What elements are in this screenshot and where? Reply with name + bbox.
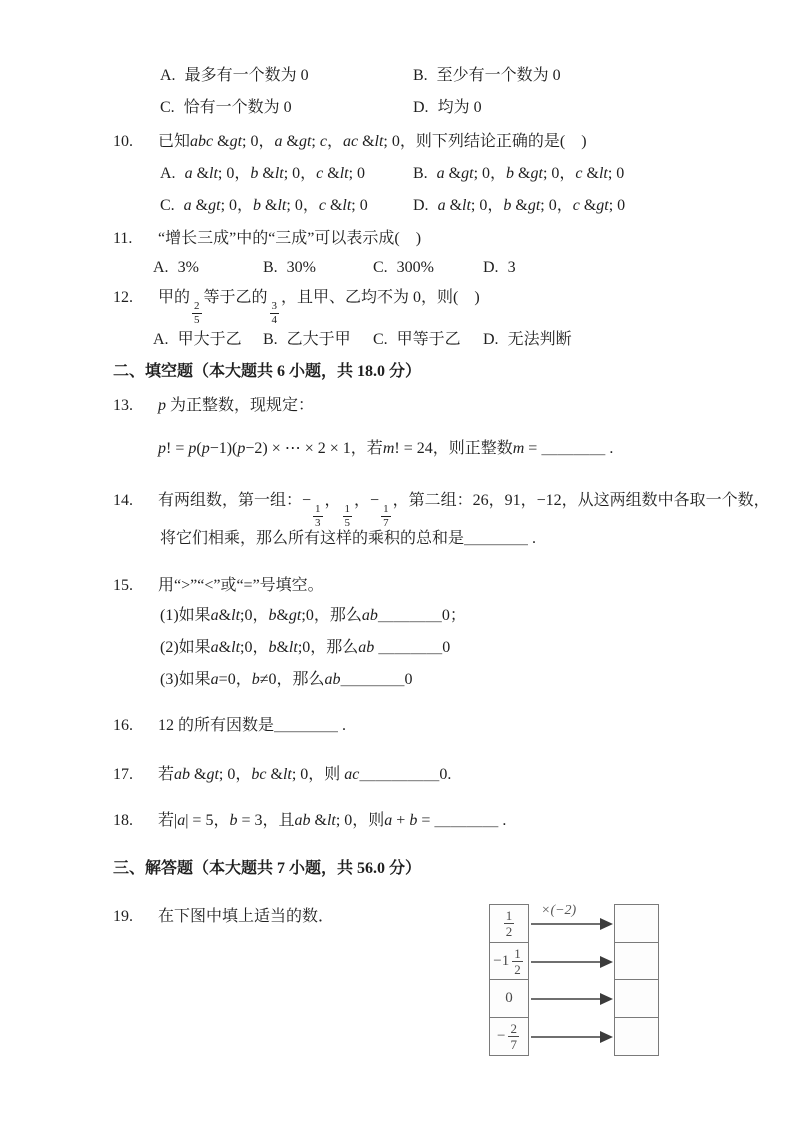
question-stem: p 为正整数，现规定：: [158, 397, 315, 414]
sub-question-text: (2)如果a&lt;0，b&lt;0，那么ab ＿＿＿＿0: [160, 639, 451, 656]
stem-text: 等于乙的: [203, 289, 268, 306]
question-text: 将它们相乘，那么所有这样的乘积的总和是＿＿＿＿ .: [160, 530, 537, 547]
question-number: 17.: [113, 766, 133, 783]
question-number: 14.: [113, 492, 133, 509]
question-text: 在下图中填上适当的数．: [158, 908, 335, 925]
section-title: 三、解答题（本大题共 7 小题，共 56.0 分）: [113, 860, 422, 877]
option-label: C.: [373, 331, 388, 348]
option-text: a &gt; 0，b &lt; 0，c &lt; 0: [183, 197, 368, 214]
option-11-d: [483, 257, 516, 279]
question-11-options-row: [0, 257, 794, 281]
arrow-3: [531, 998, 601, 1000]
sub-question-text: (3)如果a=0，b≠0，那么ab＿＿＿＿0: [160, 671, 413, 688]
stem-text: ，: [324, 492, 341, 509]
option-12-d: [483, 329, 572, 351]
option-11-a: [153, 257, 199, 279]
stem-text: 甲的: [158, 289, 191, 306]
option-text: 甲大于乙: [177, 331, 242, 348]
question-19-diagram: [489, 904, 659, 1064]
question-number: 16.: [113, 717, 133, 734]
option-11-b: [263, 257, 316, 279]
option-12-c: [373, 329, 461, 351]
option-label: D.: [413, 197, 429, 214]
question-17-row: [0, 764, 794, 788]
option-label: D.: [413, 99, 429, 116]
option-9-d: [413, 97, 482, 119]
option-label: D.: [483, 331, 499, 348]
question-10-stem-row: [0, 131, 794, 155]
question-15-item-1: [0, 605, 794, 629]
option-10-c: [160, 195, 368, 217]
question-stem: [158, 490, 770, 529]
option-label: B.: [263, 331, 278, 348]
question-15-stem-row: [0, 575, 794, 599]
option-12-a: [153, 329, 242, 351]
mixed-number-sign: −1: [493, 952, 510, 969]
option-text: 无法判断: [507, 331, 572, 348]
option-10-b: [413, 163, 624, 185]
option-text: a &lt; 0，b &gt; 0，c &gt; 0: [437, 197, 626, 214]
option-10-a: [160, 163, 365, 185]
question-12-options-row: [0, 329, 794, 353]
option-label: B.: [413, 67, 428, 84]
fraction-2-7: $\frac{2}{7}$: [510, 1020, 517, 1052]
question-10-options-row-1: [0, 163, 794, 187]
option-text: 恰有一个数为 0: [183, 99, 292, 116]
option-label: A.: [160, 67, 176, 84]
question-stem: “增长三成”中的“三成”可以表示成( ): [158, 230, 422, 247]
question-11-stem-row: [0, 228, 794, 252]
option-label: C.: [160, 197, 175, 214]
fraction-1-3: $\frac{1}{3}$: [315, 503, 321, 529]
question-number: 11.: [113, 230, 133, 247]
question-15-item-3: [0, 669, 794, 693]
question-16-row: [0, 715, 794, 739]
option-text: 3%: [177, 259, 199, 276]
section-3-header-row: [0, 858, 794, 882]
question-14-row-1: [0, 490, 794, 529]
output-box-2: [614, 942, 659, 981]
stem-text: 有两组数，第一组：−: [158, 492, 312, 509]
formula-text: p! = p(p−1)(p−2) × ⋯ × 2 × 1，若m! = 24，则正整数m = ＿＿＿＿ .: [158, 440, 614, 457]
arrow-2: [531, 961, 601, 963]
option-9-b: [413, 65, 561, 87]
question-number: 15.: [113, 577, 133, 594]
question-12-stem-row: [0, 287, 794, 326]
option-text: a &gt; 0，b &gt; 0，c &lt; 0: [436, 165, 625, 182]
arrow-4: [531, 1036, 601, 1038]
option-text: 30%: [286, 259, 316, 276]
option-label: A.: [153, 331, 169, 348]
option-text: a &lt; 0，b &lt; 0，c &lt; 0: [184, 165, 366, 182]
question-number: 13.: [113, 397, 133, 414]
input-box-2: [489, 942, 529, 981]
option-text: 均为 0: [437, 99, 482, 116]
fraction-1-5: $\frac{1}{5}$: [344, 503, 351, 529]
option-label: A.: [153, 259, 169, 276]
question-stem: [158, 287, 480, 326]
output-box-3: [614, 979, 659, 1018]
option-label: C.: [160, 99, 175, 116]
stem-text: ，第二组：26，91，−12，从这两组数中各取一个数，: [392, 492, 770, 509]
fraction-3-4: $\frac{3}{4}$: [271, 300, 278, 326]
input-box-1: [489, 904, 529, 943]
option-text: 300%: [396, 259, 434, 276]
question-19-row: [0, 906, 794, 930]
question-text: 12 的所有因数是＿＿＿＿ .: [158, 717, 347, 734]
fraction-2-5: $\frac{2}{5}$: [194, 300, 200, 326]
option-11-c: [373, 257, 434, 279]
option-9-c: [160, 97, 292, 119]
fraction-1-2: $\frac{1}{2}$: [514, 945, 521, 977]
question-stem: 已知abc &gt; 0，a &gt; c，ac &lt; 0，则下列结论正确的是( ): [158, 133, 587, 150]
question-number: 10.: [113, 133, 133, 150]
question-9-options-row-2: [0, 97, 794, 121]
option-10-d: [413, 195, 625, 217]
question-text: 若ab &gt; 0，bc &lt; 0，则 ac＿＿＿＿＿0.: [158, 766, 452, 783]
question-number: 12.: [113, 289, 133, 306]
option-label: D.: [483, 259, 499, 276]
question-18-row: [0, 810, 794, 834]
option-text: 乙大于甲: [286, 331, 351, 348]
option-label: B.: [413, 165, 428, 182]
question-13-row-1: [0, 395, 794, 419]
question-10-options-row-2: [0, 195, 794, 219]
question-number: 18.: [113, 812, 133, 829]
arrow-1: [531, 923, 601, 925]
input-box-4: [489, 1017, 529, 1056]
option-text: 至少有一个数为 0: [436, 67, 561, 84]
number-zero: 0: [505, 990, 513, 1006]
option-label: C.: [373, 259, 388, 276]
input-box-3: [489, 979, 529, 1018]
option-9-a: [160, 65, 309, 87]
question-9-options-row-1: [0, 65, 794, 89]
multiplier-label: ×(−2): [541, 903, 577, 918]
option-label: B.: [263, 259, 278, 276]
question-stem: 用“>”“<”或“=”号填空。: [158, 577, 324, 594]
question-14-row-2: [0, 528, 794, 552]
option-label: A.: [160, 165, 176, 182]
output-box-1: [614, 904, 659, 943]
output-box-4: [614, 1017, 659, 1056]
fraction-sign: −: [497, 1027, 506, 1044]
fraction-1-7: $\frac{1}{7}$: [383, 503, 389, 529]
question-number: 19.: [113, 908, 133, 925]
fraction-1-2: $\frac{1}{2}$: [505, 908, 513, 939]
option-text: 甲等于乙: [396, 331, 461, 348]
section-2-header-row: [0, 361, 794, 385]
option-text: 最多有一个数为 0: [184, 67, 309, 84]
option-text: 3: [507, 259, 516, 276]
question-13-formula-row: [0, 438, 794, 462]
stem-text: ，且甲、乙均不为 0，则( ): [281, 289, 480, 306]
question-15-item-2: [0, 637, 794, 661]
question-text: 若|a| = 5，b = 3，且ab &lt; 0，则a + b = ＿＿＿＿ .: [158, 812, 507, 829]
section-title: 二、填空题（本大题共 6 小题，共 18.0 分）: [113, 363, 422, 380]
stem-text: ，−: [354, 492, 380, 509]
sub-question-text: (1)如果a&lt;0，b&gt;0，那么ab＿＿＿＿0；: [160, 607, 466, 624]
option-12-b: [263, 329, 351, 351]
